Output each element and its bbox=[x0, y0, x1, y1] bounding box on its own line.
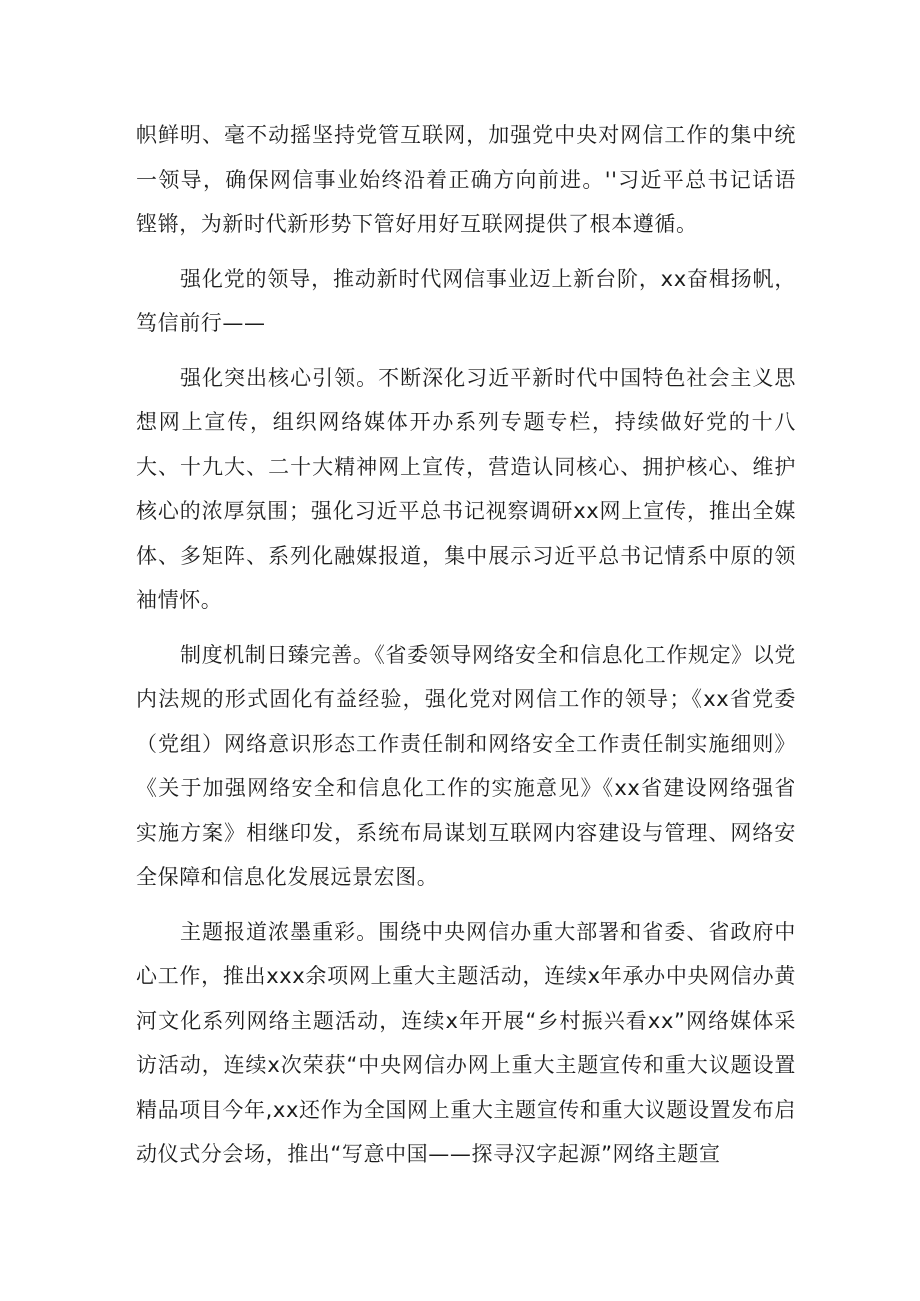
paragraph-5: 主题报道浓墨重彩。围绕中央网信办重大部署和省委、省政府中心工作，推出xxx余项网上重大主题活动，连续x年承办中央网信办黄河文化系列网络主题活动，连续x年开展“乡村振兴看xx”网络媒体采访活动，连续x次荣获“中央网信办网上重大主题宣传和重大议题设置精品项目今年,xx还作为全国网上重大主题宣传和重大议题设置发布启动仪式分会场，推出“写意中国——探寻汉字起源”网络主题宣 bbox=[136, 919, 796, 1166]
paragraph-4: 制度机制日臻完善。《省委领导网络安全和信息化工作规定》以党内法规的形式固化有益经验，强化党对网信工作的领导；《xx省党委（党组）网络意识形态工作责任制和网络安全工作责任制实施细则》《关于加强网络安全和信息化工作的实施意见》《xx省建设网络强省实施方案》相继印发，系统布局谋划互联网内容建设与管理、网络安全保障和信息化发展远景宏图。 bbox=[136, 642, 796, 889]
paragraph-3: 强化突出核心引领。不断深化习近平新时代中国特色社会主义思想网上宣传，组织网络媒体开办系列专题专栏，持续做好党的十八大、十九大、二十大精神网上宣传，营造认同核心、拥护核心、维护核心的浓厚氛围；强化习近平总书记视察调研xx网上宣传，推出全媒体、多矩阵、系列化融媒报道，集中展示习近平总书记情系中原的领袖情怀。 bbox=[136, 365, 796, 612]
document-body bbox=[136, 113, 796, 1187]
paragraph-2: 强化党的领导，推动新时代网信事业迈上新台阶，xx奋楫扬帆，笃信前行—— bbox=[136, 266, 796, 335]
paragraph-1: 帜鲜明、毫不动摇坚持党管互联网，加强党中央对网信工作的集中统一领导，确保网信事业始终沿着正确方向前进。''习近平总书记话语铿锵，为新时代新形势下管好用好互联网提供了根本遵循。 bbox=[136, 123, 796, 236]
